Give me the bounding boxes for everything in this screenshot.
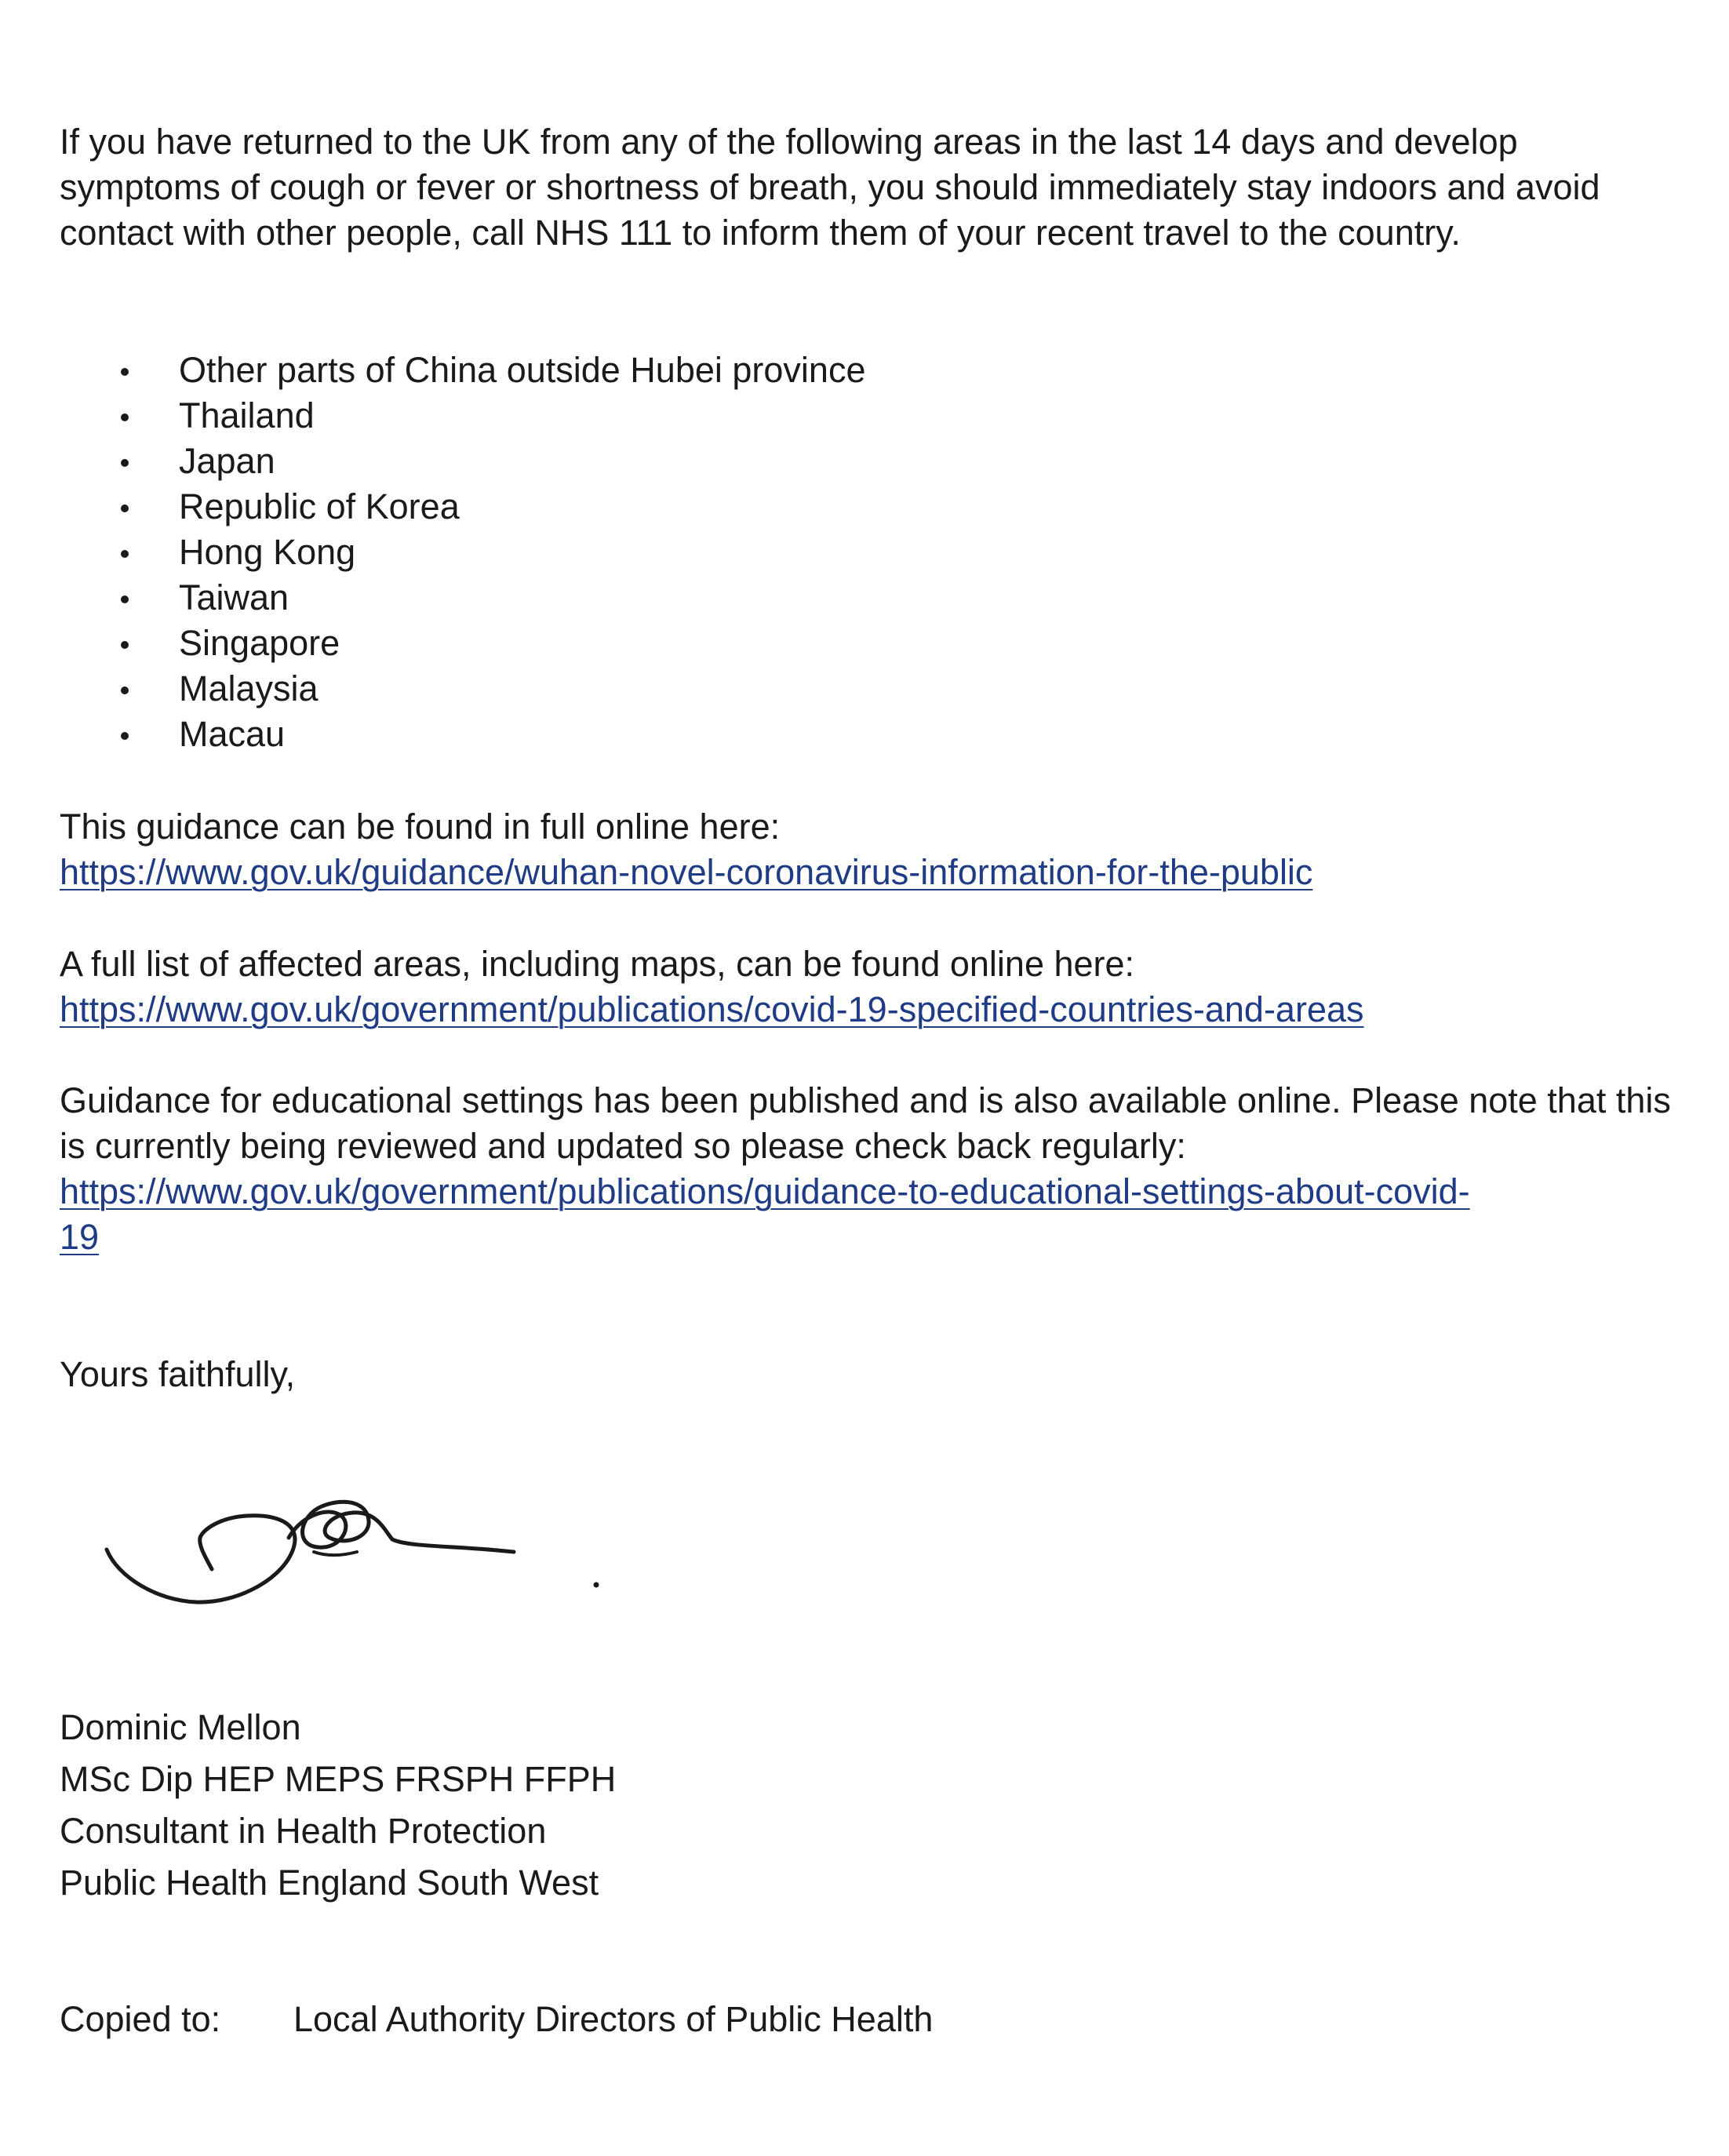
guidance-link[interactable]: https://www.gov.uk/guidance/wuhan-novel-coronavirus-information-for-the-public <box>60 852 1313 892</box>
signatory-qualifications: MSc Dip HEP MEPS FRSPH FFPH <box>60 1759 617 1799</box>
bullet-icon <box>121 368 129 376</box>
closing-text: Yours faithfully, <box>60 1354 296 1394</box>
copied-to-value: Local Authority Directors of Public Health <box>293 1999 934 2039</box>
list-item <box>60 439 865 484</box>
bullet-icon <box>121 459 129 467</box>
signature-image <box>94 1459 628 1632</box>
guidance-paragraph <box>60 804 1676 895</box>
area-label: Republic of Korea <box>179 486 460 526</box>
list-item <box>60 712 865 757</box>
education-link-line1: https://www.gov.uk/government/publications/guidance-to-educational-settings-about-covid- <box>60 1171 1470 1211</box>
signatory-organisation: Public Health England South West <box>60 1863 599 1903</box>
list-item <box>60 666 865 712</box>
bullet-icon <box>121 595 129 603</box>
signatory-name: Dominic Mellon <box>60 1707 301 1747</box>
list-item <box>60 393 865 439</box>
signatory-block <box>60 1702 616 1909</box>
bullet-icon <box>121 732 129 740</box>
education-paragraph <box>60 1078 1676 1260</box>
copied-to-line <box>60 1997 933 2042</box>
copied-to-label: Copied to: <box>60 1999 221 2039</box>
bullet-icon <box>121 413 129 421</box>
guidance-text: This guidance can be found in full online here: <box>60 807 781 847</box>
bullet-icon <box>121 641 129 649</box>
list-item <box>60 348 865 393</box>
education-text: Guidance for educational settings has been published and is also available online. Please note that this is currently being reviewed and updated so please check back regularly: <box>60 1080 1671 1166</box>
area-label: Other parts of China outside Hubei province <box>179 350 866 390</box>
area-label: Taiwan <box>179 577 289 617</box>
area-label: Malaysia <box>179 668 318 708</box>
list-item <box>60 484 865 530</box>
education-link-line2: 19 <box>60 1217 100 1257</box>
bullet-icon <box>121 686 129 694</box>
affected-areas-paragraph <box>60 941 1676 1032</box>
affected-areas-text: A full list of affected areas, including maps, can be found online here: <box>60 944 1135 984</box>
affected-areas-list <box>60 348 865 757</box>
area-label: Macau <box>179 714 286 754</box>
signatory-role: Consultant in Health Protection <box>60 1811 547 1851</box>
list-item <box>60 530 865 575</box>
list-item <box>60 621 865 666</box>
affected-areas-link[interactable]: https://www.gov.uk/government/publications/covid-19-specified-countries-and-areas <box>60 989 1364 1029</box>
list-item <box>60 575 865 621</box>
bullet-icon <box>121 550 129 558</box>
area-label: Singapore <box>179 623 340 663</box>
intro-paragraph: If you have returned to the UK from any of the following areas in the last 14 days and develop symptoms of cough or fever or shortness of breath, you should immediately stay indoors and avoid contact with other people, call NHS 111 to inform them of your recent travel to the country. <box>60 122 1600 253</box>
bullet-icon <box>121 504 129 512</box>
area-label: Hong Kong <box>179 532 356 572</box>
area-label: Japan <box>179 441 275 481</box>
area-label: Thailand <box>179 395 315 435</box>
education-link[interactable] <box>60 1169 1676 1260</box>
